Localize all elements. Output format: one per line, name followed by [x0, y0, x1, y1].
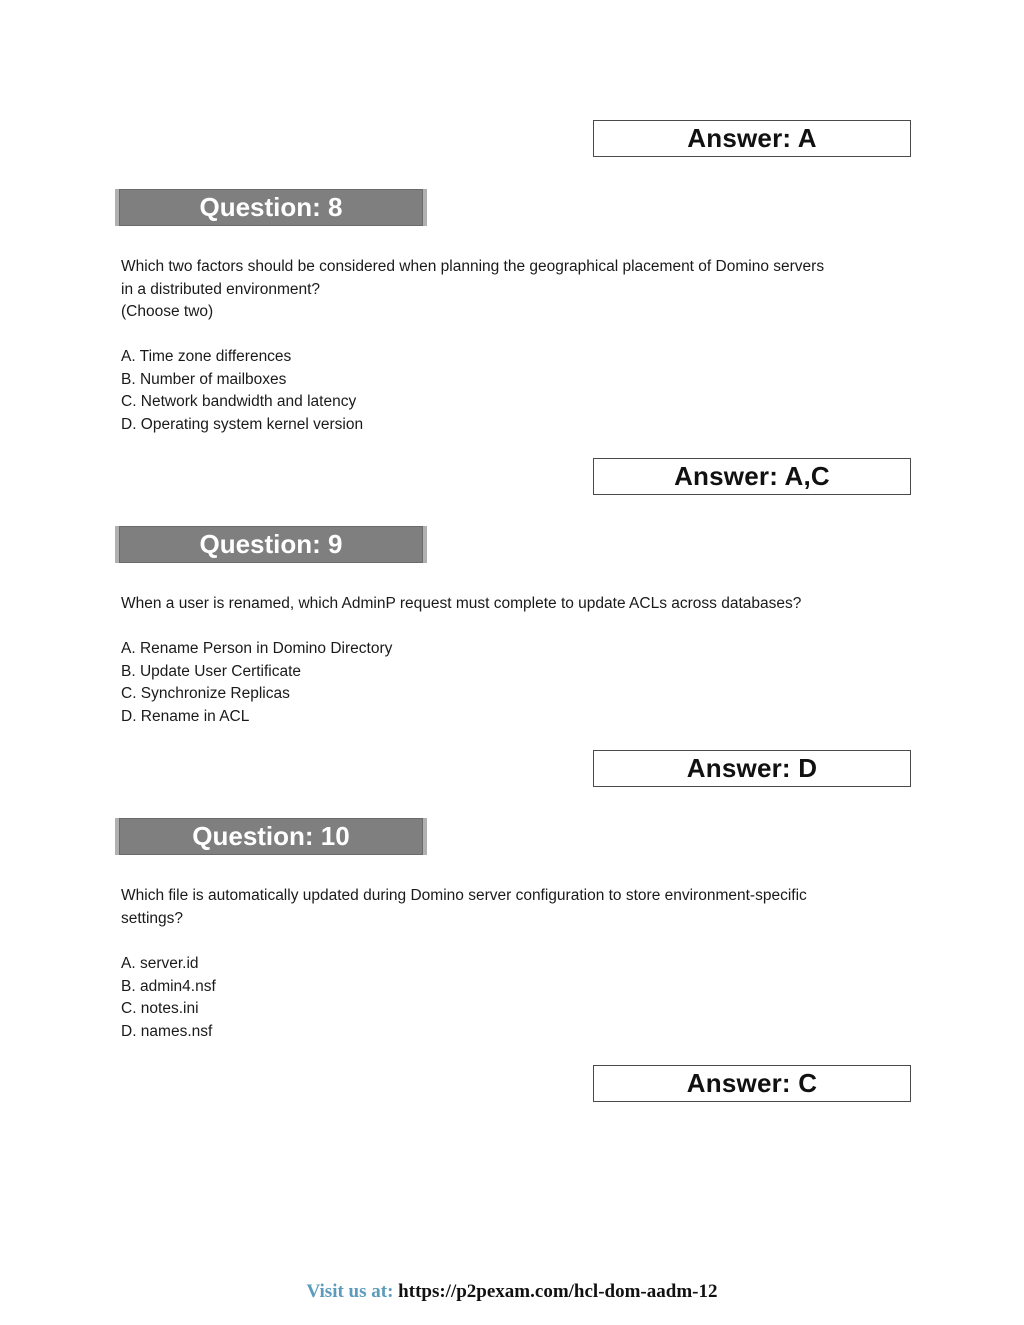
options-list	[121, 953, 216, 1043]
answer-box	[593, 458, 911, 495]
question-line: (Choose two)	[121, 303, 214, 320]
footer	[0, 1281, 1024, 1303]
option-item: D. names.nsf	[121, 1022, 213, 1040]
options-list	[121, 638, 392, 728]
answer-box	[593, 750, 911, 787]
question-header	[115, 526, 427, 563]
option-item: A. Rename Person in Domino Directory	[121, 640, 393, 657]
question-title: Question: 8	[199, 192, 343, 222]
option-item: B. admin4.nsf	[121, 977, 216, 995]
option-item: B. Number of mailboxes	[121, 370, 287, 388]
footer-label: Visit us at:	[306, 1281, 394, 1302]
answer-text: Answer: C	[686, 1068, 818, 1098]
option-item: A. Time zone differences	[121, 348, 292, 365]
question-line: When a user is renamed, which AdminP request must complete to update ACLs across databases?	[121, 595, 802, 612]
question-header	[115, 818, 427, 855]
question-line: Which file is automatically updated during Domino server configuration to store environment-specific	[121, 887, 807, 904]
option-item: D. Rename in ACL	[121, 707, 250, 725]
answer-text: Answer: A,C	[674, 461, 830, 491]
option-item: C. Network bandwidth and latency	[121, 393, 357, 410]
question-line: settings?	[121, 909, 184, 927]
footer-url-link[interactable]: https://p2pexam.com/hcl-dom-aadm-12	[398, 1281, 718, 1302]
question-text	[121, 593, 911, 616]
answer-box	[593, 1065, 911, 1102]
answer-box	[593, 120, 911, 157]
answer-text: Answer: D	[686, 753, 818, 783]
answer-text: Answer: A	[687, 123, 817, 153]
question-line: in a distributed environment?	[121, 280, 321, 298]
option-item: C. Synchronize Replicas	[121, 685, 290, 702]
option-item: A. server.id	[121, 955, 199, 972]
question-line: Which two factors should be considered when planning the geographical placement of Domino servers	[121, 258, 825, 275]
question-text	[121, 256, 911, 324]
question-title: Question: 10	[192, 821, 350, 851]
options-list	[121, 346, 363, 436]
question-text	[121, 885, 911, 930]
option-item: B. Update User Certificate	[121, 662, 302, 680]
option-item: C. notes.ini	[121, 1000, 199, 1017]
option-item: D. Operating system kernel version	[121, 415, 364, 433]
question-title: Question: 9	[199, 529, 343, 559]
question-header	[115, 189, 427, 226]
